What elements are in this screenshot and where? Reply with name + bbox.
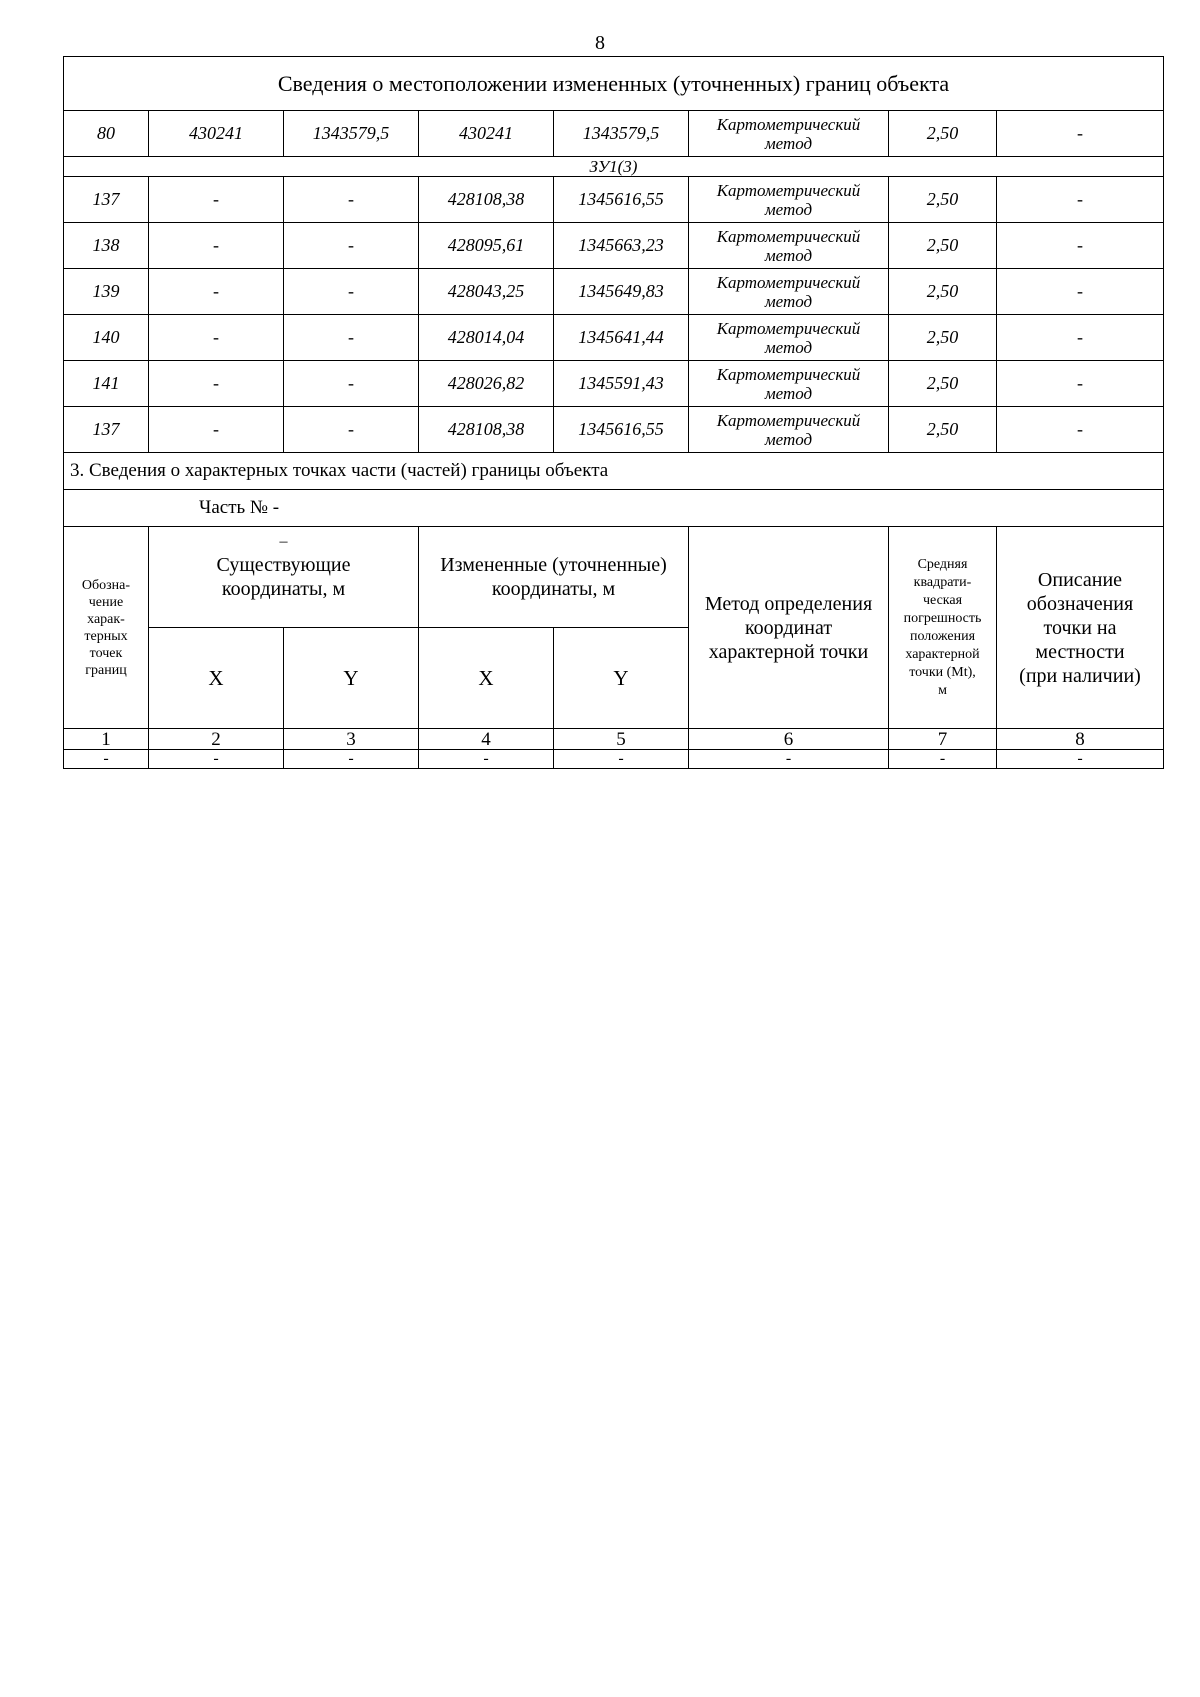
existing-x: - bbox=[149, 361, 284, 407]
column-number-row bbox=[64, 729, 1164, 750]
column-number: 2 bbox=[149, 729, 284, 750]
table-row bbox=[64, 223, 1164, 269]
table-row bbox=[64, 361, 1164, 407]
changed-y: 1345616,55 bbox=[554, 407, 689, 453]
existing-x: - bbox=[149, 177, 284, 223]
point-number: 139 bbox=[64, 269, 149, 315]
part-label: Часть № - bbox=[64, 490, 1164, 527]
point-number: 137 bbox=[64, 407, 149, 453]
point-number: 80 bbox=[64, 111, 149, 157]
changed-x: 428108,38 bbox=[419, 407, 554, 453]
method-cell: Картометрический метод bbox=[689, 269, 889, 315]
column-number: 8 bbox=[997, 729, 1164, 750]
header-changed-x: X bbox=[419, 628, 554, 729]
table-row bbox=[64, 269, 1164, 315]
table-row bbox=[64, 315, 1164, 361]
existing-x: - bbox=[149, 407, 284, 453]
table-row bbox=[64, 407, 1164, 453]
header-mean-square-error: Средняя квадрати- ческая погрешность положения характерной точки (Mt), м bbox=[889, 527, 997, 729]
changed-x: 428043,25 bbox=[419, 269, 554, 315]
column-number: 7 bbox=[889, 729, 997, 750]
error-value: 2,50 bbox=[889, 177, 997, 223]
column-number: 3 bbox=[284, 729, 419, 750]
changed-y: 1345616,55 bbox=[554, 177, 689, 223]
empty-cell: - bbox=[419, 750, 554, 769]
page-number: 8 bbox=[595, 32, 605, 54]
description: - bbox=[997, 177, 1164, 223]
description: - bbox=[997, 315, 1164, 361]
method-cell: Картометрический метод bbox=[689, 361, 889, 407]
changed-y: 1345663,23 bbox=[554, 223, 689, 269]
existing-y: - bbox=[284, 223, 419, 269]
header-changed-coordinates: Измененные (уточненные) координаты, м bbox=[419, 527, 689, 628]
column-number: 1 bbox=[64, 729, 149, 750]
table-row bbox=[64, 111, 1164, 157]
empty-cell: - bbox=[889, 750, 997, 769]
method-cell: Картометрический метод bbox=[689, 111, 889, 157]
header-existing-y: Y bbox=[284, 628, 419, 729]
description: - bbox=[997, 361, 1164, 407]
part-row bbox=[64, 490, 1164, 527]
point-number: 138 bbox=[64, 223, 149, 269]
error-value: 2,50 bbox=[889, 111, 997, 157]
error-value: 2,50 bbox=[889, 361, 997, 407]
error-value: 2,50 bbox=[889, 269, 997, 315]
changed-y: 1345649,83 bbox=[554, 269, 689, 315]
table-row bbox=[64, 177, 1164, 223]
table-title: Сведения о местоположении измененных (уточненных) границ объекта bbox=[64, 57, 1164, 111]
empty-cell: - bbox=[997, 750, 1164, 769]
error-value: 2,50 bbox=[889, 407, 997, 453]
method-cell: Картометрический метод bbox=[689, 223, 889, 269]
existing-x: 430241 bbox=[149, 111, 284, 157]
point-number: 140 bbox=[64, 315, 149, 361]
changed-x: 428026,82 bbox=[419, 361, 554, 407]
description: - bbox=[997, 269, 1164, 315]
empty-cell: - bbox=[284, 750, 419, 769]
method-cell: Картометрический метод bbox=[689, 407, 889, 453]
changed-y: 1343579,5 bbox=[554, 111, 689, 157]
existing-y: - bbox=[284, 407, 419, 453]
boundary-table bbox=[63, 56, 1164, 769]
header-method: Метод определения координат характерной точки bbox=[689, 527, 889, 729]
error-value: 2,50 bbox=[889, 223, 997, 269]
existing-y: - bbox=[284, 315, 419, 361]
point-number: 141 bbox=[64, 361, 149, 407]
existing-x: - bbox=[149, 315, 284, 361]
description: - bbox=[997, 111, 1164, 157]
existing-x: - bbox=[149, 223, 284, 269]
header-existing-coordinates: – Существующие координаты, м bbox=[149, 527, 419, 628]
header-changed-y: Y bbox=[554, 628, 689, 729]
column-number: 4 bbox=[419, 729, 554, 750]
existing-y: 1343579,5 bbox=[284, 111, 419, 157]
table-row bbox=[64, 750, 1164, 769]
existing-y: - bbox=[284, 177, 419, 223]
section-3-title: 3. Сведения о характерных точках части (частей) границы объекта bbox=[64, 453, 1164, 490]
changed-x: 428095,61 bbox=[419, 223, 554, 269]
header-existing-x: X bbox=[149, 628, 284, 729]
empty-cell: - bbox=[149, 750, 284, 769]
changed-x: 428108,38 bbox=[419, 177, 554, 223]
existing-x: - bbox=[149, 269, 284, 315]
method-cell: Картометрический метод bbox=[689, 315, 889, 361]
header-row bbox=[64, 527, 1164, 628]
changed-x: 428014,04 bbox=[419, 315, 554, 361]
changed-x: 430241 bbox=[419, 111, 554, 157]
existing-y: - bbox=[284, 361, 419, 407]
method-cell: Картометрический метод bbox=[689, 177, 889, 223]
description: - bbox=[997, 223, 1164, 269]
empty-cell: - bbox=[554, 750, 689, 769]
column-number: 5 bbox=[554, 729, 689, 750]
changed-y: 1345641,44 bbox=[554, 315, 689, 361]
header-point-description: Описание обозначения точки на местности (при наличии) bbox=[997, 527, 1164, 729]
column-number: 6 bbox=[689, 729, 889, 750]
error-value: 2,50 bbox=[889, 315, 997, 361]
point-number: 137 bbox=[64, 177, 149, 223]
existing-y: - bbox=[284, 269, 419, 315]
subheading-row bbox=[64, 157, 1164, 177]
table-title-row bbox=[64, 57, 1164, 111]
empty-cell: - bbox=[689, 750, 889, 769]
section-row bbox=[64, 453, 1164, 490]
description: - bbox=[997, 407, 1164, 453]
parcel-subheading: ЗУ1(3) bbox=[64, 157, 1164, 177]
header-point-designation: Обозна- чение харак- терных точек границ bbox=[64, 527, 149, 729]
empty-cell: - bbox=[64, 750, 149, 769]
changed-y: 1345591,43 bbox=[554, 361, 689, 407]
